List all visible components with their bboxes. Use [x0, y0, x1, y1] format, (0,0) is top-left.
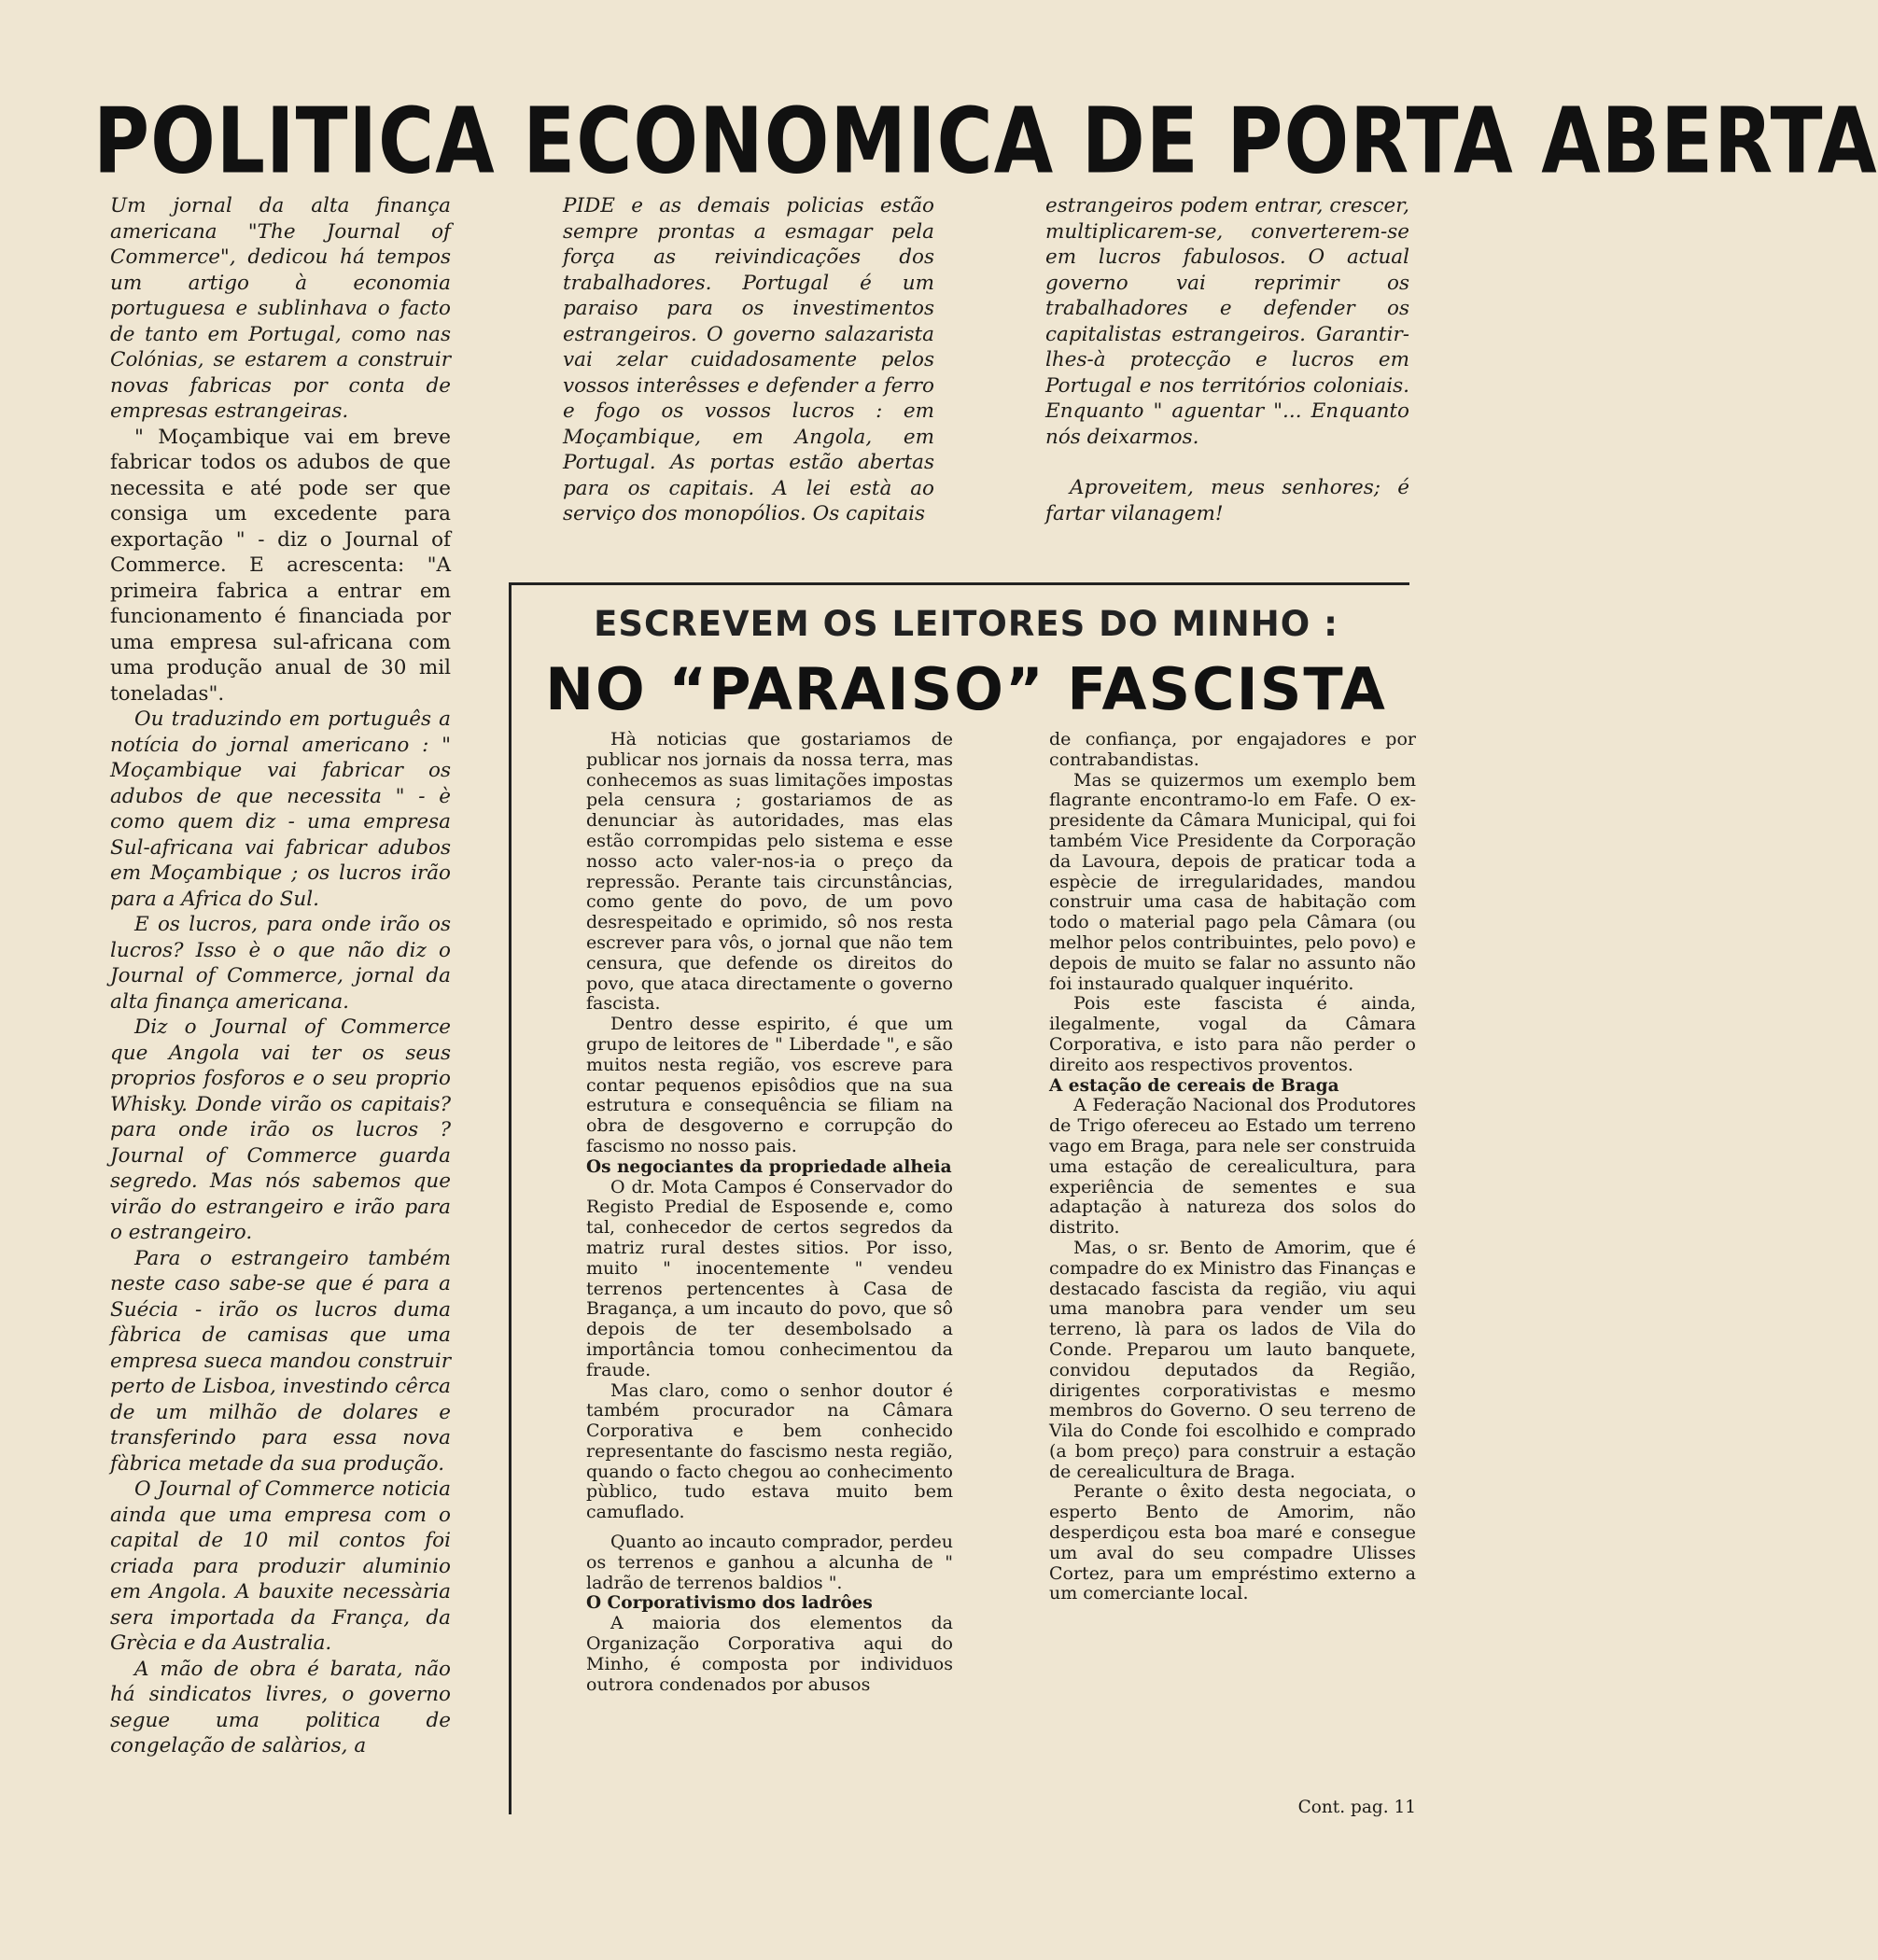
article2-kicker: ESCREVEM OS LEITORES DO MINHO :: [594, 604, 1338, 644]
paragraph: Diz o Journal of Commerce que Angola vai ter os seus proprios fosforos e o seu proprio Whisky. Donde virão os capitais? para onde irão os lucros ? Journal of Commerce guarda segredo. Mas nós sabemos que virão do estrangeiro e irão para o estrangeiro.: [110, 1015, 451, 1244]
article1-column-1: [110, 193, 451, 1759]
continued-on-page: Cont. pag. 11: [1297, 1798, 1416, 1817]
paragraph: O dr. Mota Campos é Conservador do Registo Predial de Esposende e, como tal, conhecedor de certos segredos da matriz rural destes sitios. Por isso, muito " inocentemente " vendeu terrenos pertencentes à Casa de Bragança, a um incauto do povo, que sô depois de ter desembolsado a importância tomou conhecimentou da fraude.: [586, 1176, 953, 1380]
box-top-rule: [509, 582, 1409, 585]
paragraph: E os lucros, para onde irão os lucros? Isso è o que não diz o Journal of Commerce, jornal da alta finança americana.: [110, 913, 451, 1014]
paragraph: A Federação Nacional dos Produtores de Trigo ofereceu ao Estado um terreno vago em Braga, para nele ser construida uma estação de cerealicultura, para experiência de sementes e sua adaptação à natureza dos solos do distrito.: [1049, 1095, 1416, 1239]
article1-column-2: [563, 193, 934, 527]
paragraph: Mas, o sr. Bento de Amorim, que é compadre do ex Ministro das Finanças e destacado fascista da região, viu aqui uma manobra para vender um seu terreno, là para os lados de Vila do Conde. Preparou um lauto banquete, convidou deputados da Região, dirigentes corporativistas e mesmo membros do Governo. O seu terreno de Vila do Conde foi escolhido e comprado (a bom preço) para construir a estação de cerealicultura de Braga.: [1049, 1237, 1416, 1482]
paragraph: Quanto ao incauto comprador, perdeu os terrenos e ganhou a alcunha de " ladrão de terrenos baldios ".: [586, 1532, 953, 1593]
paragraph: estrangeiros podem entrar, crescer, multiplicarem-se, converterem-se em lucros fabulosos. O actual governo vai reprimir os trabalhadores e defender os capitalistas estrangeiros. Garantir-lhes-à protecção e lucros em Portugal e nos territórios coloniais. Enquanto " aguentar "... Enquanto nós deixarmos.: [1045, 194, 1409, 449]
paragraph: Perante o êxito desta negociata, o esperto Bento de Amorim, não desperdiçou esta boa maré e consegue um aval do seu compadre Ulisses Cortez, para um empréstimo externo a um comerciante local.: [1049, 1481, 1416, 1604]
paragraph: O Journal of Commerce noticia ainda que uma empresa com o capital de 10 mil contos foi criada para produzir aluminio em Angola. A bauxite necessària sera importada da França, da Grècia e da Australia.: [110, 1477, 451, 1655]
paragraph: Para o estrangeiro também neste caso sabe-se que é para a Suécia - irão os lucros duma fàbrica de camisas que uma empresa sueca mandou construir perto de Lisboa, investindo cêrca de um milhão de dolares e transferindo para essa nova fàbrica metade da sua produção.: [110, 1246, 451, 1476]
box-left-rule: [509, 582, 512, 1814]
paragraph: Ou traduzindo em português a notícia do jornal americano : " Moçambique vai fabricar os adubos de que necessita " - è como quem diz - uma empresa Sul-africana vai fabricar adubos em Moçambique ; os lucros irão para a Africa do Sul.: [110, 707, 451, 911]
paragraph: Os negociantes da propriedade alheia: [586, 1156, 952, 1177]
paragraph: A mão de obra é barata, não há sindicatos livres, o governo segue uma politica de congelação de salàrios, a: [110, 1657, 451, 1757]
paragraph: Mas claro, como o senhor doutor é também procurador na Câmara Corporativa e bem conhecido representante do fascismo nesta região, quando o facto chegou ao conhecimento pùblico, tudo estava muito bem camuflado.: [586, 1379, 953, 1523]
paragraph: Um jornal da alta finança americana "The Journal of Commerce", dedicou há tempos um artigo à economia portuguesa e sublinhava o facto de tanto em Portugal, como nas Colónias, se estarem a construir novas fabricas por conta de empresas estrangeiras.: [110, 194, 451, 423]
article2-title: NO “PARAISO” FASCISTA: [545, 655, 1387, 723]
paragraph: Pois este fascista é ainda, ilegalmente, vogal da Câmara Corporativa, e isto para não perder o direito aos respectivos proventos.: [1049, 993, 1416, 1075]
paragraph: PIDE e as demais policias estão sempre prontas a esmagar pela força as reivindicações dos trabalhadores. Portugal é um paraiso para os investimentos estrangeiros. O governo salazarista vai zelar cuidadosamente pelos vossos interêsses e defender a ferro e fogo os vossos lucros : em Moçambique, em Angola, em Portugal. As portas estão abertas para os capitais. A lei està ao serviço dos monopólios. Os capitais: [563, 194, 934, 525]
article2-column-1: [586, 730, 953, 1695]
paragraph: A maioria dos elementos da Organização Corporativa aqui do Minho, é composta por individuos outrora condenados por abusos: [586, 1613, 953, 1695]
paragraph: de confiança, por engajadores e por contrabandistas.: [1049, 729, 1416, 770]
paragraph: Dentro desse espirito, é que um grupo de leitores de " Liberdade ", e são muitos nesta região, vos escreve para contar pequenos episôdios que na sua estrutura e consequência se filiam na obra de desgoverno e corrupção do fascismo no nosso pais.: [586, 1014, 953, 1156]
paragraph: A estação de cereais de Braga: [1049, 1075, 1339, 1096]
article2-column-2: [1049, 730, 1416, 1604]
paragraph: Hà noticias que gostariamos de publicar nos jornais da nossa terra, mas conhecemos as suas limitações impostas pela censura ; gostariamos de as denunciar às autoridades, mas elas estão corrompidas pelo sistema e esse nosso acto valer-nos-ia o preço da repressão. Perante tais circunstâncias, como gente do povo, de um povo desrespeitado e oprimido, sô nos resta escrever para vôs, o jornal que não tem censura, que defende os direitos do povo, que ataca directamente o governo fascista.: [586, 729, 953, 1015]
paragraph: O Corporativismo dos ladrôes: [586, 1593, 873, 1614]
paragraph: " Moçambique vai em breve fabricar todos os adubos de que necessita e até pode ser que consiga um excedente para exportação " - diz o Journal of Commerce. E acrescenta: "A primeira fabrica a entrar em funcionamento é financiada por uma empresa sul-africana com uma produção anual de 30 mil toneladas".: [110, 425, 451, 706]
article1-column-3: [1045, 193, 1409, 526]
paragraph: Aproveitem, meus senhores; é fartar vilanagem!: [1045, 476, 1409, 525]
headline: POLITICA ECONOMICA DE PORTA ABERTA: [93, 90, 1878, 195]
paragraph: Mas se quizermos um exemplo bem flagrante encontramo-lo em Fafe. O ex-presidente da Câmara Municipal, qui foi também Vice Presidente da Corporação da Lavoura, depois de praticar toda a espècie de irregularidades, mandou construir uma casa de habitação com todo o material pago pela Câmara (ou melhor pelos contribuintes, pelo povo) e depois de muito se falar no assunto não foi instaurado qualquer inquérito.: [1049, 769, 1416, 994]
